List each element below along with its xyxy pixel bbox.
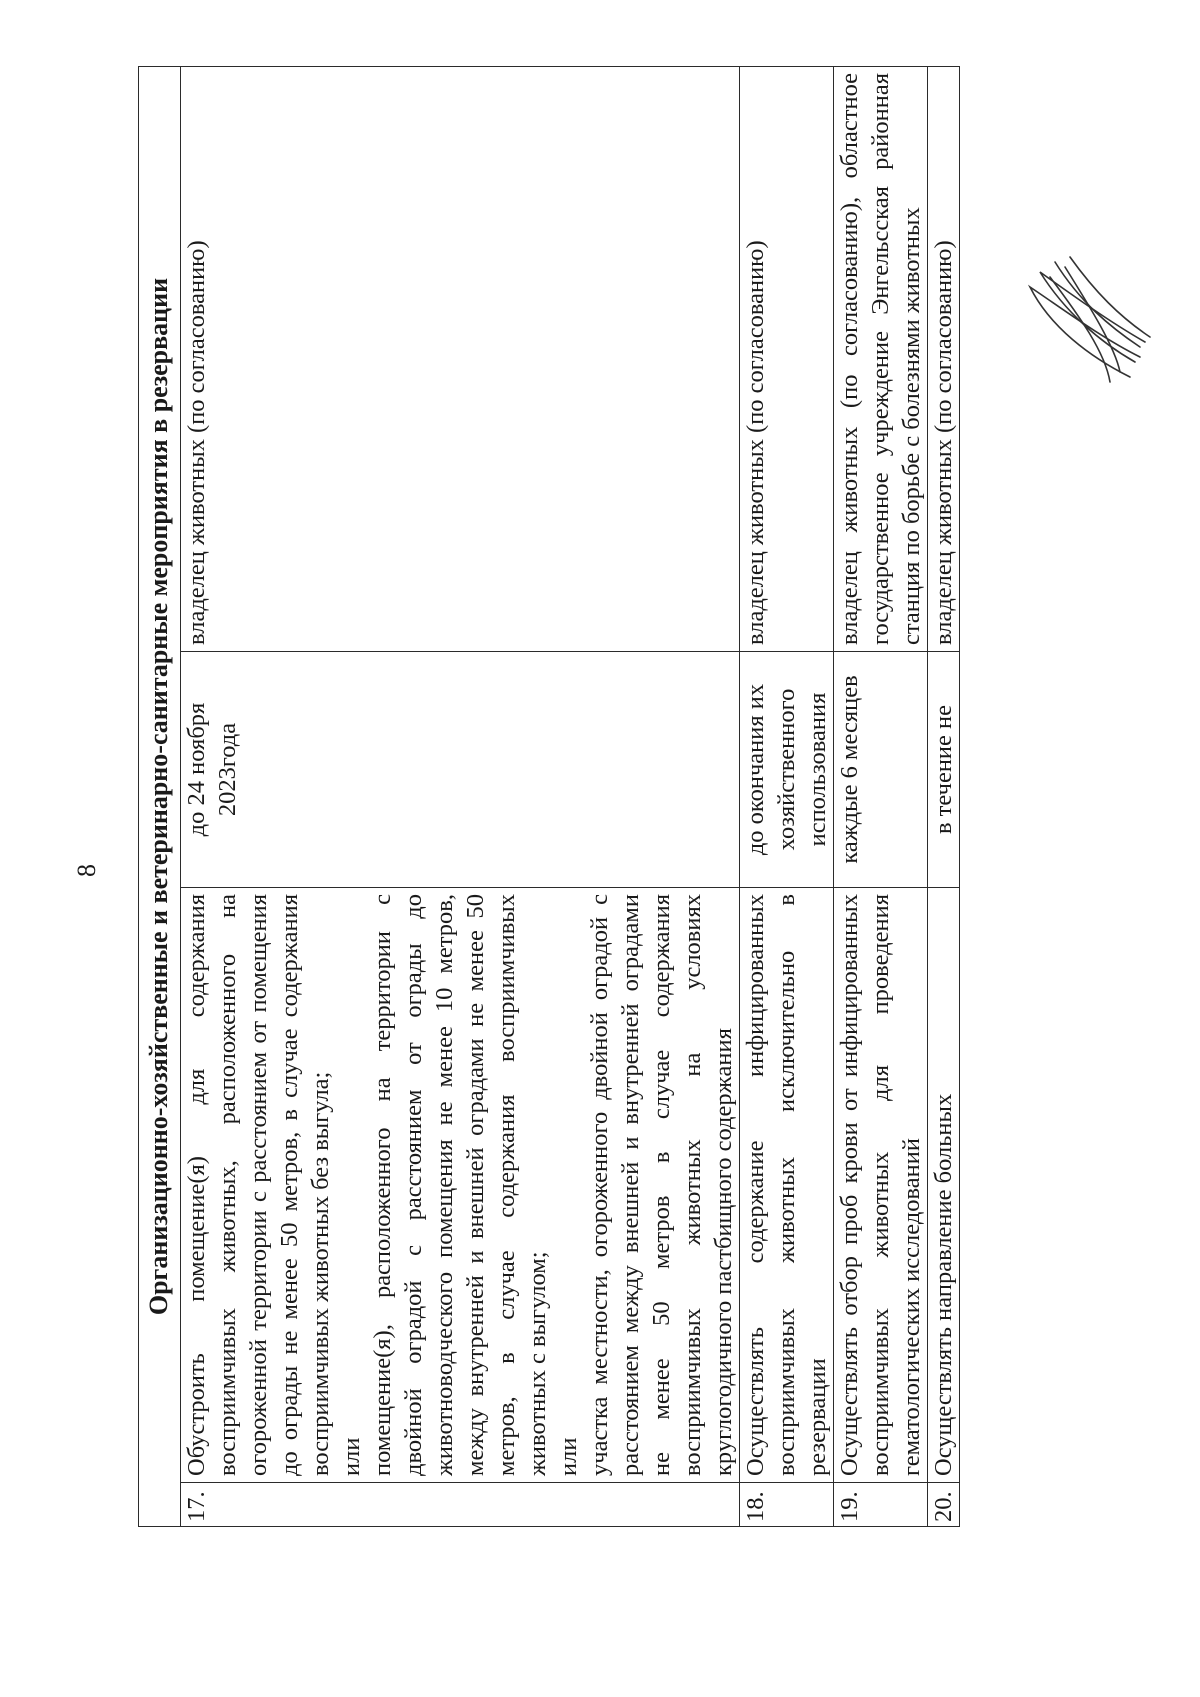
task-paragraph: Обустроить помещение(я) для содержания восприимчивых животных, расположенного на огороженной территории с расстоянием от помещения до ограды не менее 50 метров, в случае содержания восприимчивых животных без выгула;	[183, 894, 334, 1476]
task-paragraph: помещение(я), расположенного на территории с двойной оградой с расстоянием от ограды до животноводческого помещения не менее 10 метров, между внутренней и внешней оградами не менее 50 метров, в случае содержания восприимчивых животных с выгулом;	[369, 894, 551, 1476]
page-number: 8	[72, 864, 101, 877]
task-paragraph: Осуществлять отбор проб крови от инфицированных восприимчивых животных для проведения гематологических исследований	[836, 894, 925, 1476]
task-paragraph: или	[555, 1437, 582, 1476]
row-number: 20.	[928, 1483, 960, 1527]
task-cell	[181, 888, 740, 1483]
task-cell	[834, 888, 928, 1483]
responsible-cell: владелец животных (по согласованию), областное государственное учреждение Энгельсская районная станция по борьбе с болезнями животных	[834, 67, 928, 652]
deadline-cell: в течение не	[928, 652, 960, 888]
task-paragraph: Осуществлять направление больных	[930, 1093, 957, 1476]
section-heading: Организационно-хозяйственные и ветеринарно-санитарные мероприятия в резервации	[139, 67, 181, 1527]
handwritten-signature	[1010, 247, 1160, 397]
table-row	[834, 67, 928, 1527]
table-row	[928, 67, 960, 1527]
deadline-cell: каждые 6 месяцев	[834, 652, 928, 888]
responsible-cell: владелец животных (по согласованию)	[181, 67, 740, 652]
table-row	[181, 67, 740, 1527]
table-row	[740, 67, 834, 1527]
heading-row	[139, 67, 181, 1527]
responsible-cell: владелец животных (по согласованию)	[928, 67, 960, 652]
row-number: 18.	[740, 1483, 834, 1527]
task-cell	[928, 888, 960, 1483]
task-paragraph: или	[338, 1437, 365, 1476]
task-paragraph: Осуществлять содержание инфицированных восприимчивых животных исключительно в резервации	[742, 894, 831, 1476]
deadline-cell: до окончания их хозяйственного использования	[740, 652, 834, 888]
responsible-cell: владелец животных (по согласованию)	[740, 67, 834, 652]
task-cell	[740, 888, 834, 1483]
row-number: 19.	[834, 1483, 928, 1527]
task-paragraph: участка местности, огороженного двойной оградой с расстоянием между внешней и внутренней оградами не менее 50 метров в случае содержания восприимчивых животных на условиях круглогодичного пастбищного содержания	[586, 894, 737, 1476]
measures-table	[138, 66, 960, 1527]
row-number: 17.	[181, 1483, 740, 1527]
deadline-cell: до 24 ноября 2023года	[181, 652, 740, 888]
